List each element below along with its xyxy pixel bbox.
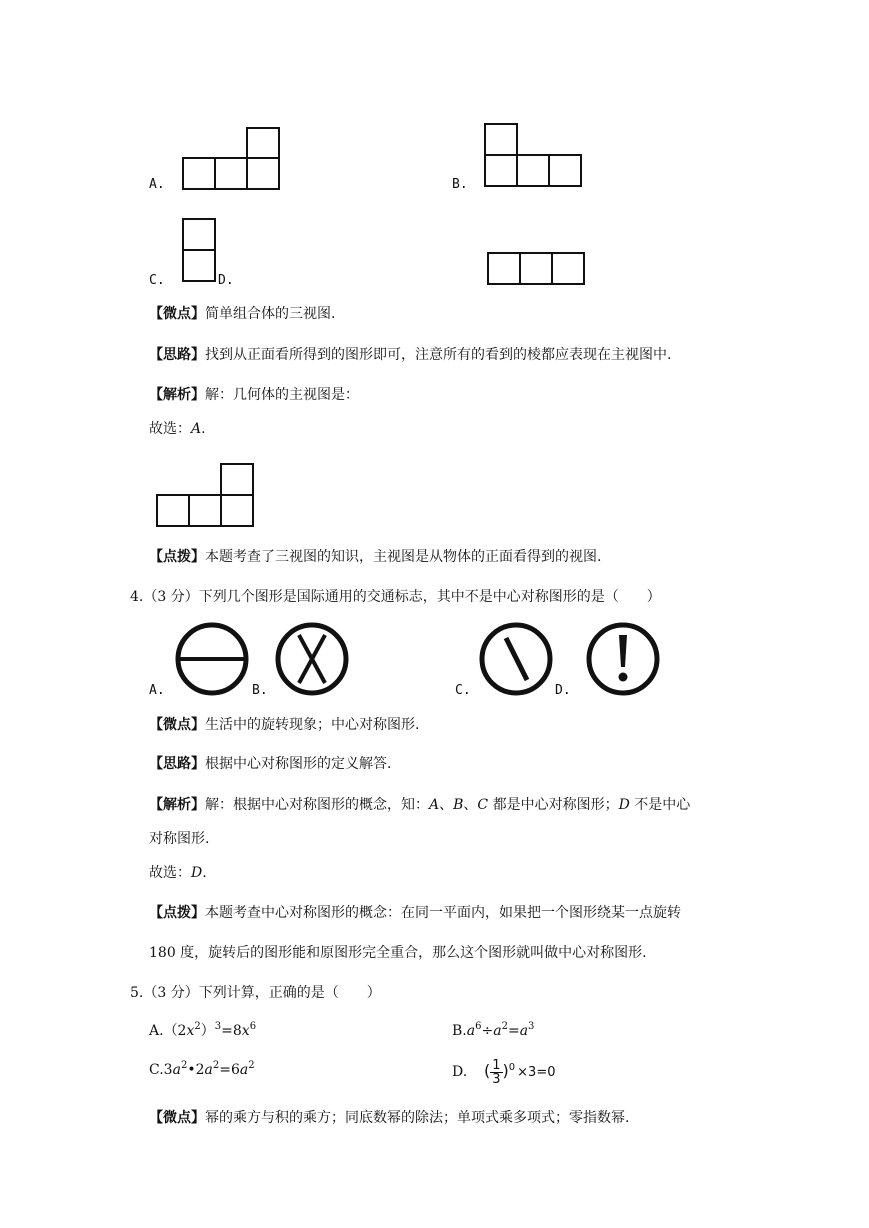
q4-jiexi-c: C [477,797,489,813]
q5-d-fraction [490,1059,502,1086]
q5-weidian-text: 幂的乘方与积的乘方；同底数幂的除法；单项式乘多项式；零指数幂. [205,1110,630,1126]
q4-jiexi-sep-1: 、 [439,797,454,813]
q4-dianbo-line-2: 180 度，旋转后的图形能和原图形完全重合，那么这个图形就叫做中心对称图形. [149,945,647,961]
q5-option-c-label: C. [149,1062,164,1078]
q5-c-a: a [172,1062,181,1078]
q3-jiexi-text: 解：几何体的主视图是： [205,387,359,403]
q4-jiexi [149,796,690,814]
q5-weidian [149,1109,629,1127]
q3-option-d-figure [487,252,587,286]
q5-option-a-label: A. [149,1023,164,1039]
q5-b-exp2: 2 [501,1021,508,1032]
q4-weidian-text: 生活中的旋转现象；中心对称图形. [205,717,420,733]
q5-option-b-label: B. [452,1023,467,1039]
q5-a-open: （2 [163,1023,187,1039]
q3-option-a-label: A. [149,177,165,192]
q4-stem: 4.（3 分）下列几个图形是国际通用的交通标志，其中不是中心对称图形的是（ ） [130,589,661,605]
q3-weidian-tag: 【微点】 [149,306,205,322]
q4-jiexi-text-2: 都是中心对称图形； [488,797,619,813]
q3-silu-text: 找到从正面看所得到的图形即可，注意所有的看到的棱都应表现在主视图中. [205,347,672,363]
q3-option-c-label: C. [149,273,165,288]
q5-d-den: 3 [492,1071,501,1087]
q3-weidian [149,305,335,323]
q4-answer-prefix: 故选： [149,865,191,881]
q5-a-x: x [186,1023,195,1039]
q4-weidian-tag: 【微点】 [149,717,205,733]
q4-dianbo-tag: 【点拨】 [149,905,205,921]
q5-c-3: 3 [163,1062,173,1078]
q4-jiexi-sep-2: 、 [463,797,478,813]
q5-option-d-label: D. [452,1064,468,1080]
q4-option-d-label: D. [555,683,571,698]
q5-a-exp6: 6 [249,1021,257,1032]
q5-b-a: a [466,1023,476,1039]
q5-c-eq: =6 [219,1062,240,1078]
q5-a-x2: x [241,1023,250,1039]
q3-silu [149,346,671,364]
q4-jiexi-d: D [618,797,630,813]
q5-a-eq: =8 [221,1023,242,1039]
q3-dianbo-text: 本题考查了三视图的知识，主视图是从物体的正面看得到的视图. [205,549,602,565]
q4-option-c-label: C. [455,683,471,698]
q5-option-a [149,1022,256,1040]
q5-c-a3: a [239,1062,249,1078]
q4-dianbo-text-1: 本题考查中心对称图形的概念：在同一平面内，如果把一个图形绕某一点旋转 [205,905,681,921]
q5-b-eq: = [507,1023,520,1039]
q5-d-num: 1 [492,1057,501,1073]
q5-c-exp2c: 2 [248,1060,255,1071]
q5-c-dot: •2 [187,1062,205,1078]
q5-option-b [452,1022,534,1040]
q3-option-c-figure [182,218,218,284]
q4-sign-b-icon [273,621,353,697]
q3-answer-suffix: . [201,421,206,437]
q3-weidian-text: 简单组合体的三视图. [205,306,336,322]
q4-weidian [149,716,419,734]
q4-jiexi-tag: 【解析】 [149,797,205,813]
q4-jiexi-text-3: 不是中心 [629,797,691,813]
q5-a-exp3: 3 [214,1021,222,1032]
q4-option-a-label: A. [149,683,165,698]
q5-b-exp6: 6 [475,1021,482,1032]
q3-silu-tag: 【思路】 [149,347,205,363]
q5-a-exp2: 2 [194,1021,201,1032]
q5-c-exp2: 2 [180,1060,188,1071]
q4-jiexi-a: A [429,797,440,813]
q5-a-close: ） [200,1023,215,1039]
q4-dianbo [149,904,681,922]
q3-answer-letter: A [191,421,202,437]
q4-answer-letter: D [191,865,203,881]
q3-option-d-label: D. [218,273,234,288]
q4-option-b-label: B. [252,683,268,698]
q5-weidian-tag: 【微点】 [149,1110,205,1126]
q5-option-c [149,1061,255,1079]
q4-answer [149,864,207,882]
q3-answer-prefix: 故选： [149,421,191,437]
q3-dianbo-tag: 【点拨】 [149,549,205,565]
q3-answer-figure [156,463,256,529]
q3-option-b-figure [484,123,584,189]
q5-d-rest: ×3=0 [517,1065,556,1080]
q4-jiexi-line-2: 对称图形. [149,831,210,847]
q4-silu-text: 根据中心对称图形的定义解答. [205,756,392,772]
q4-jiexi-b: B [453,797,464,813]
q3-jiexi [149,386,359,404]
q3-jiexi-tag: 【解析】 [149,387,205,403]
q4-jiexi-text-1: 解：根据中心对称图形的概念，知： [205,797,429,813]
q5-option-d: D. ( $\frac{1}{3}$ )$^0$ ×3=0 [452,1057,556,1087]
q5-d-exp0: 0 [508,1062,516,1073]
q5-stem: 5.（3 分）下列计算，正确的是（ ） [130,985,381,1001]
q4-sign-a-icon [173,621,253,697]
q4-answer-suffix: . [202,865,207,881]
q4-sign-c-icon [477,621,557,697]
q4-sign-d-icon [584,621,664,697]
q5-b-div: ÷ [481,1023,494,1039]
q5-b-exp3: 3 [528,1021,535,1032]
q5-c-exp2b: 2 [212,1060,220,1071]
q5-c-a2: a [204,1062,213,1078]
q5-b-a2: a [493,1023,502,1039]
q4-silu [149,755,391,773]
q4-silu-tag: 【思路】 [149,756,205,772]
q3-dianbo [149,548,601,566]
q3-option-a-figure [182,127,282,191]
q3-answer [149,420,206,438]
q5-b-a3: a [519,1023,529,1039]
q3-option-b-label: B. [452,177,468,192]
